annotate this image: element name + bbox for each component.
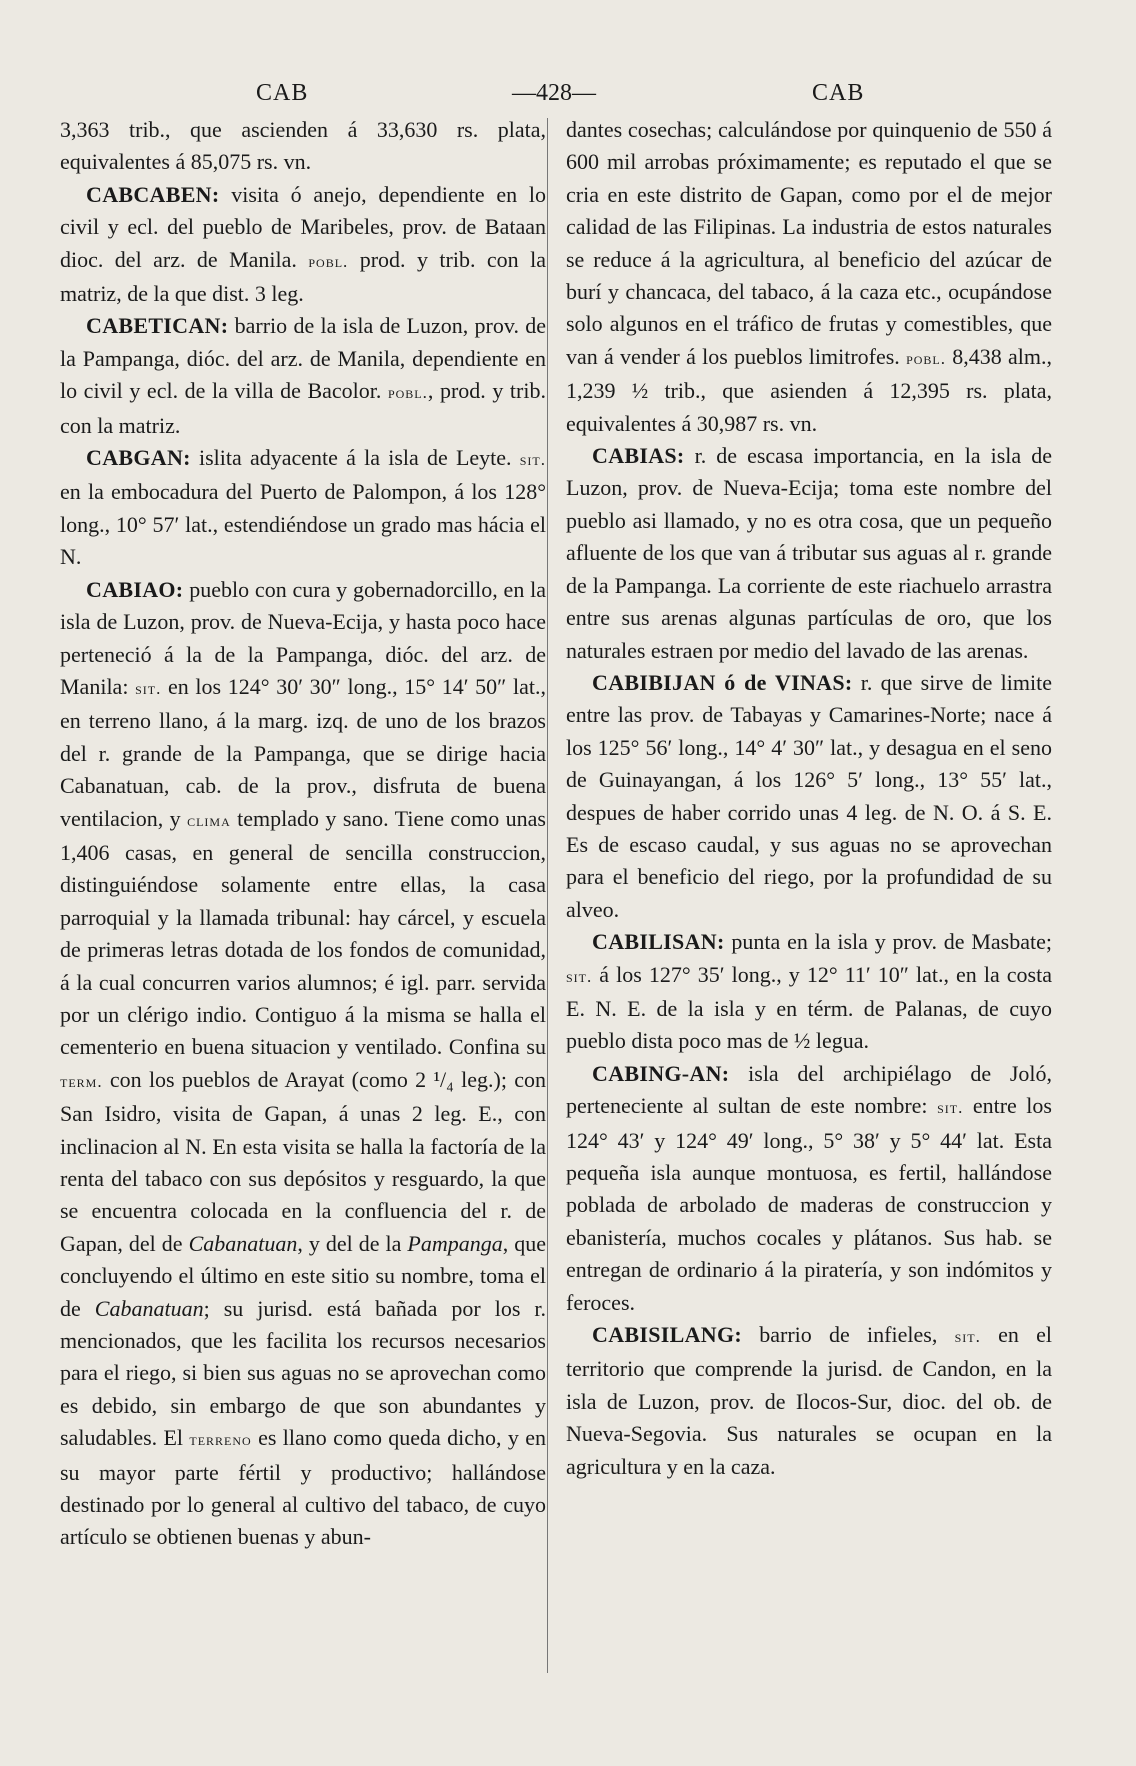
text: con los pueblos de Arayat (como 2 ¹/₄ leg.); con San Isidro, visita de Gapan, á unas 2 leg. E., con inclinacion al N. En esta visita se halla la factoría de la renta del tabaco con sus depósitos y resguardo, la que se encuentra colocada en la confluencia del r. de Gapan, del de [60,1066,546,1256]
abbreviation: clima [187,810,231,830]
headword: CABCABEN: [86,181,220,207]
text: , y del de la [297,1230,408,1256]
text: isla del archipiélago de Joló, perteneciente al sultan de este nombre: [566,1060,1052,1119]
column-divider [547,118,548,1673]
headword: CABIAS: [592,443,685,469]
text: en los 124° 30′ 30″ long., 15° 14′ 50″ lat., en terreno llano, á la marg. izq. de uno de los brazos del r. grande de la Pampanga, que se dirige hacia Cabanatuan, cab. de la prov., disfruta de buena ventilacion, y [60,673,546,831]
right-column [566,114,1052,1483]
headword: CABIBIJAN ó de VINAS: [592,669,853,695]
text: ; su jurisd. está bañada por los r. mencionados, que les facilita los recursos necesarios para el riego, si bien sus aguas no se aprovechan como es debido, sin embargo de que son abundantes y saludables. El [60,1295,547,1451]
running-head-left: CAB [256,80,309,106]
text: es llano como queda dicho, y en su mayor parte fértil y productivo; hallándose destinado por lo general al cultivo del tabaco, de cuyo artículo se obtienen buenas y abun- [60,1425,546,1550]
abbreviation: sit. [566,966,593,986]
abbreviation: sit. [135,678,162,698]
left-column [60,114,546,1554]
page-header [60,80,1060,110]
entry-cabibijan [566,667,1052,926]
running-head-right: CAB [812,80,865,106]
entry-cabilisan [566,926,1052,1058]
text: 3,363 trib., que ascienden á 33,630 rs. plata, equivalentes á 85,075 rs. vn. [60,117,546,175]
text: islita adyacente á la isla de Leyte. [190,445,520,471]
abbreviation: sit. [519,450,546,470]
text: r. que sirve de limite entre las prov. de Tabayas y Camarines-Norte; nace á los 125° 56′ long., 14° 4′ 30″ lat., y desagua en el seno de Guinayangan, á los 126° 5′ long., 13° 55′ lat., despues de haber corrido unas 4 leg. de N. O. á S. E. Es de escaso caudal, y sus aguas no se aprovechan para el beneficio del riego, por la profundidad de su alveo. [566,669,1052,922]
paragraph-continuation [566,114,1052,440]
text: entre los 124° 43′ y 124° 49′ long., 5° 38′ y 5° 44′ lat. Esta pequeña isla aunque montuosa, es fertil, hallándose poblada de arbolado de maderas de construccion y ebanistería, muchos cocales y plátanos. Sus hab. se entregan de ordinario á la piratería, y son indómitos y feroces. [566,1093,1052,1315]
entry-cabisilang [566,1319,1052,1483]
text: templado y sano. Tiene como unas 1,406 casas, en general de sencilla construccion, distinguiéndose solamente entre ellas, la casa parroquial y la llamada tribunal: hay cárcel, y escuela de primeras letras dotada de los fondos de comunidad, á la cual concurren varios alumnos; é igl. parr. servida por un clérigo indio. Contiguo á la misma se halla el cementerio en buena situacion y ventilado. Confina su [60,805,546,1060]
text: visita ó anejo, dependiente en lo civil y ecl. del pueblo de Maribeles, prov. de Bataan dioc. del arz. de Manila. [60,181,546,272]
page-number: —428— [512,80,596,106]
text: punta en la isla y prov. de Masbate; [724,929,1052,955]
italic-place-name: Cabanatuan [94,1295,204,1321]
text: r. de escasa importancia, en la isla de Luzon, prov. de Nueva-Ecija; toma este nombre del pueblo asi llamado, y no es otra cosa, que un pequeño afluente de los que van á tributar sus aguas al r. grande de la Pampanga. La corriente de este riachuelo arrastra entre sus arenas algunas partículas de oro, que los naturales estraen por medio del lavado de las arenas. [566,443,1052,663]
abbreviation: sit. [937,1098,964,1118]
paragraph-continuation [60,114,546,179]
entry-cabetican [60,310,546,442]
entry-cabiao [60,574,546,1554]
abbreviation: pobl. [387,383,428,403]
text: en la embocadura del Puerto de Palompon, á los 128° long., 10° 57′ lat., estendiéndose un grado mas hácia el N. [60,479,546,570]
entry-cabcaben [60,179,546,311]
text: á los 127° 35′ long., y 12° 11′ 10″ lat., en la costa E. N. E. de la isla y en térm. de Palanas, de cuyo pueblo dista poco mas de ½ legua. [566,961,1052,1054]
text: barrio de infieles, [742,1322,955,1348]
headword: CABGAN: [86,445,191,471]
entry-cabias [566,440,1052,667]
text: 8,438 alm., 1,239 ½ trib., que asienden á 12,395 rs. plata, equivalentes á 30,987 rs. vn. [566,343,1052,436]
headword: CABILISAN: [592,929,725,955]
headword: CABISILANG: [592,1322,742,1348]
headword: CABETICAN: [86,313,229,339]
abbreviation: terreno [189,1430,252,1450]
entry-cabgan [60,442,546,574]
text: dantes cosechas; calculándose por quinquenio de 550 á 600 mil arrobas próximamente; es reputado el que se cria en este distrito de Gapan, como por el de mejor calidad de las Filipinas. La industria de estos naturales se reduce á la agricultura, al beneficio del azúcar de burí y chancaca, del tabaco, á la caza etc., ocupándose solo algunos en el tráfico de frutas y comestibles, que van á vender á los pueblos limitrofes. [566,117,1052,369]
italic-place-name: Pampanga [407,1230,503,1256]
abbreviation: term. [60,1071,103,1091]
text: pueblo con cura y gobernadorcillo, en la isla de Luzon, prov. de Nueva-Ecija, y hasta poco hace perteneció á la de la Pampanga, dióc. del arz. de Manila: [60,576,546,699]
text: prod. y trib. con la matriz, de la que dist. 3 leg. [60,246,546,307]
entry-cabingan [566,1058,1052,1319]
headword: CABING-AN: [592,1060,730,1086]
abbreviation: pobl. [906,348,946,368]
text: en el territorio que comprende la jurisd. de Candon, en la isla de Luzon, prov. de Ilocos-Sur, dioc. del ob. de Nueva-Segovia. Sus naturales se ocupan en la agricultura y en la caza. [566,1322,1052,1479]
abbreviation: pobl. [308,251,349,271]
abbreviation: sit. [954,1327,981,1347]
italic-place-name: Cabanatuan [188,1230,298,1256]
text: barrio de la isla de Luzon, prov. de la Pampanga, dióc. del arz. de Manila, dependiente en lo civil y ecl. de la villa de Bacolor. [60,313,546,404]
headword: CABIAO: [86,576,184,602]
text: , que concluyendo el último en este sitio su nombre, toma el de [60,1230,547,1321]
text: , prod. y trib. con la matriz. [60,378,546,438]
